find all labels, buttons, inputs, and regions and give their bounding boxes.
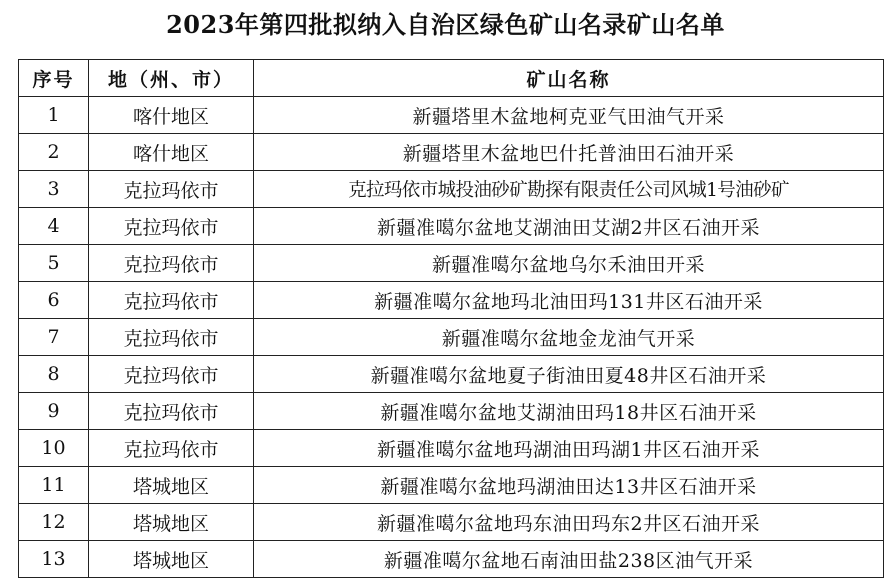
region-cell: 喀什地区 xyxy=(89,134,254,171)
row-number-cell: 12 xyxy=(19,504,89,541)
mine-name-cell: 新疆准噶尔盆地玛东油田玛东2井区石油开采 xyxy=(254,504,884,541)
row-number-cell: 6 xyxy=(19,282,89,319)
row-number-cell: 2 xyxy=(19,134,89,171)
mine-name-cell: 新疆准噶尔盆地艾湖油田玛18井区石油开采 xyxy=(254,393,884,430)
mine-name-cell: 克拉玛依市城投油砂矿勘探有限责任公司风城1号油砂矿 xyxy=(254,171,884,208)
row-number-cell: 4 xyxy=(19,208,89,245)
row-number-cell: 10 xyxy=(19,430,89,467)
table-body xyxy=(19,97,884,578)
row-number-cell: 5 xyxy=(19,245,89,282)
table-row xyxy=(19,393,884,430)
mine-name-cell: 新疆塔里木盆地柯克亚气田油气开采 xyxy=(254,97,884,134)
table-row xyxy=(19,504,884,541)
table-row xyxy=(19,541,884,578)
mine-name-cell: 新疆准噶尔盆地艾湖油田艾湖2井区石油开采 xyxy=(254,208,884,245)
region-cell: 喀什地区 xyxy=(89,97,254,134)
table-row xyxy=(19,467,884,504)
header-mine-name: 矿山名称 xyxy=(254,60,884,97)
table-row xyxy=(19,282,884,319)
region-cell: 克拉玛依市 xyxy=(89,356,254,393)
region-cell: 克拉玛依市 xyxy=(89,393,254,430)
region-cell: 克拉玛依市 xyxy=(89,245,254,282)
mine-name-cell: 新疆准噶尔盆地金龙油气开采 xyxy=(254,319,884,356)
header-no: 序号 xyxy=(19,60,89,97)
region-cell: 塔城地区 xyxy=(89,541,254,578)
header-region: 地（州、市） xyxy=(89,60,254,97)
region-cell: 塔城地区 xyxy=(89,504,254,541)
region-cell: 克拉玛依市 xyxy=(89,319,254,356)
table-row xyxy=(19,171,884,208)
table-row xyxy=(19,430,884,467)
row-number-cell: 3 xyxy=(19,171,89,208)
region-cell: 克拉玛依市 xyxy=(89,208,254,245)
row-number-cell: 1 xyxy=(19,97,89,134)
region-cell: 克拉玛依市 xyxy=(89,282,254,319)
table-header-row xyxy=(19,60,884,97)
mine-name-cell: 新疆准噶尔盆地玛湖油田达13井区石油开采 xyxy=(254,467,884,504)
row-number-cell: 8 xyxy=(19,356,89,393)
mine-list-table xyxy=(18,59,884,578)
table-row xyxy=(19,319,884,356)
table-row xyxy=(19,134,884,171)
region-cell: 克拉玛依市 xyxy=(89,430,254,467)
mine-name-cell: 新疆塔里木盆地巴什托普油田石油开采 xyxy=(254,134,884,171)
mine-name-cell: 新疆准噶尔盆地乌尔禾油田开采 xyxy=(254,245,884,282)
region-cell: 克拉玛依市 xyxy=(89,171,254,208)
mine-name-cell: 新疆准噶尔盆地玛北油田玛131井区石油开采 xyxy=(254,282,884,319)
mine-name-cell: 新疆准噶尔盆地玛湖油田玛湖1井区石油开采 xyxy=(254,430,884,467)
row-number-cell: 13 xyxy=(19,541,89,578)
row-number-cell: 7 xyxy=(19,319,89,356)
table-row xyxy=(19,245,884,282)
document-title: 2023年第四批拟纳入自治区绿色矿山名录矿山名单 xyxy=(166,10,725,39)
table-row xyxy=(19,356,884,393)
row-number-cell: 9 xyxy=(19,393,89,430)
table-row xyxy=(19,97,884,134)
mine-name-cell: 新疆准噶尔盆地石南油田盐238区油气开采 xyxy=(254,541,884,578)
row-number-cell: 11 xyxy=(19,467,89,504)
mine-name-cell: 新疆准噶尔盆地夏子街油田夏48井区石油开采 xyxy=(254,356,884,393)
region-cell: 塔城地区 xyxy=(89,467,254,504)
table-row xyxy=(19,208,884,245)
